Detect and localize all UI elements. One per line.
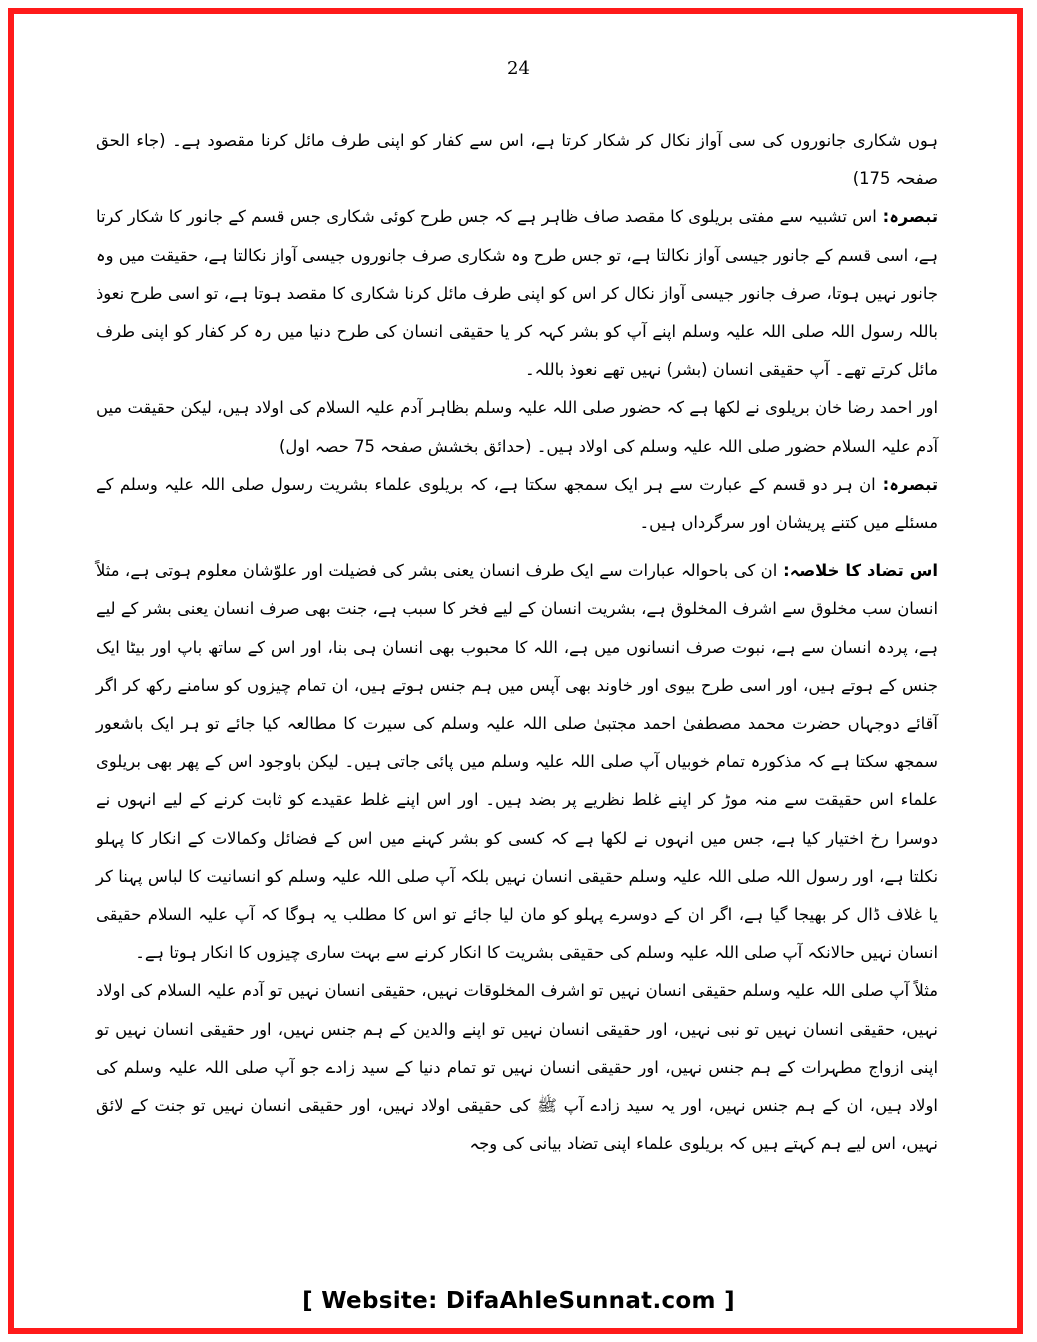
website-footer: [ Website: DifaAhleSunnat.com ]	[302, 1288, 735, 1314]
page-body	[96, 122, 938, 1163]
paragraph	[96, 466, 938, 542]
paragraph-text: ان کی باحوالہ عبارات سے ایک طرف انسان یعنی بشر کی فضیلت اور علوّشان معلوم ہوتی ہے، مثلاً انسان سب مخلوق سے اشرف المخلوق ہے، بشریت انسان کے لیے فخر کا سبب ہے، جنت بھی صرف انسان یعنی بشر کے لیے ہے، پردہ انسان سے ہے، نبوت صرف انسانوں میں ہے، اللہ کا محبوب بھی انسان ہی بنا، اور اس کے ساتھ باپ اور بیٹا ایک جنس کے ہوتے ہیں، اور اسی طرح بیوی اور خاوند بھی آپس میں ہم جنس ہوتے ہیں، ان تمام چیزوں کو سامنے رکھ کر اگر آقائے دوجہاں حضرت محمد مصطفیٰ احمد مجتبیٰ صلی اللہ علیہ وسلم کی سیرت کا مطالعہ کیا جائے تو ہر ایک باشعور سمجھ سکتا ہے کہ مذکورہ تمام خوبیاں آپ صلی اللہ علیہ وسلم میں پائی جاتی ہیں۔ لیکن باوجود اس کے پھر بھی بریلوی علماء اس حقیقت سے منہ موڑ کر اپنے غلط نظریے پر بضد ہیں۔ اور اس اپنے غلط عقیدے کو ثابت کرنے کے لیے انہوں نے دوسرا رخ اختیار کیا ہے، جس میں انہوں نے لکھا ہے کہ کسی کو بشر کہنے میں اس کے فضائل وکمالات کے انکار کا پہلو نکلتا ہے، اور رسول اللہ صلی اللہ علیہ وسلم حقیقی انسان نہیں بلکہ آپ صلی اللہ علیہ وسلم کو انسانیت کا لباس پہنا کر یا غلاف ڈال کر بھیجا گیا ہے، اگر ان کے دوسرے پہلو کو مان لیا جائے تو اس کا مطلب یہ ہوگا کہ آپ علیہ السلام حقیقی انسان نہیں حالانکہ آپ صلی اللہ علیہ وسلم کی حقیقی بشریت کا انکار کرنے سے بہت ساری چیزوں کا انکار ہوتا ہے۔	[96, 561, 938, 963]
paragraph-lead: اس تضاد کا خلاصہ:	[777, 561, 938, 581]
paragraph-text: ہوں شکاری جانوروں کی سی آواز نکال کر شکار کرتا ہے، اس سے کفار کو اپنی طرف مائل کرنا مقصود ہے۔ (جاء الحق صفحہ 175)	[96, 131, 938, 189]
page-number: 24	[507, 58, 530, 79]
paragraph-text: ان ہر دو قسم کے عبارت سے ہر ایک سمجھ سکتا ہے، کہ بریلوی علماء بشریت رسول صلی اللہ علیہ وسلم کے مسئلے میں کتنے پریشان اور سرگرداں ہیں۔	[96, 474, 938, 533]
paragraph	[96, 972, 938, 1163]
paragraph	[96, 198, 938, 389]
paragraph-text: اس تشبیہ سے مفتی بریلوی کا مقصد صاف ظاہر ہے کہ جس طرح کوئی شکاری جس قسم کے جانور کا شکار کرتا ہے، اسی قسم کے جانور جیسی آواز نکالتا ہے، تو جس طرح وہ شکاری صرف جانوروں جیسی آواز نکالتا ہے، حقیقت میں وہ جانور نہیں ہوتا، صرف جانور جیسی آواز نکال کر اس کو اپنی طرف مائل کرنا شکاری کا مقصد ہوتا ہے، تو اسی طرح نعوذ باللہ رسول اللہ صلی اللہ علیہ وسلم اپنے آپ کو بشر کہہ کر یا حقیقی انسان کی طرح دنیا میں رہ کر کفار کو اپنی طرف مائل کرتے تھے۔ آپ حقیقی انسان (بشر) نہیں تھے نعوذ باللہ۔	[96, 207, 938, 380]
paragraph-lead: تبصرہ:	[875, 474, 938, 494]
paragraph-lead: تبصرہ:	[876, 207, 938, 227]
paragraph	[96, 122, 938, 198]
paragraph-text: مثلاً آپ صلی اللہ علیہ وسلم حقیقی انسان نہیں تو اشرف المخلوقات نہیں، حقیقی انسان نہیں تو آدم علیہ السلام کی اولاد نہیں، حقیقی انسان نہیں تو نبی نہیں، اور حقیقی انسان نہیں تو اپنے والدین کے ہم جنس نہیں، اور حقیقی انسان نہیں تو اپنی ازواج مطہرات کے ہم جنس نہیں، اور حقیقی انسان نہیں تو تمام دنیا کے سید زادے جو آپ صلی اللہ علیہ وسلم کی اولاد ہیں، ان کے ہم جنس نہیں، اور یہ سید زادے آپ ﷺ کی حقیقی اولاد نہیں، اور حقیقی انسان نہیں تو جنت کے لائق نہیں، اس لیے ہم کہتے ہیں کہ بریلوی علماء اپنی تضاد بیانی کی وجہ	[96, 981, 938, 1154]
paragraph	[96, 389, 938, 465]
paragraph	[96, 552, 938, 972]
paragraph-text: اور احمد رضا خان بریلوی نے لکھا ہے کہ حضور صلی اللہ علیہ وسلم بظاہر آدم علیہ السلام کی اولاد ہیں، لیکن حقیقت میں آدم علیہ السلام حضور صلی اللہ علیہ وسلم کی اولاد ہیں۔ (حدائق بخشش صفحہ 75 حصہ اول)	[96, 398, 938, 456]
